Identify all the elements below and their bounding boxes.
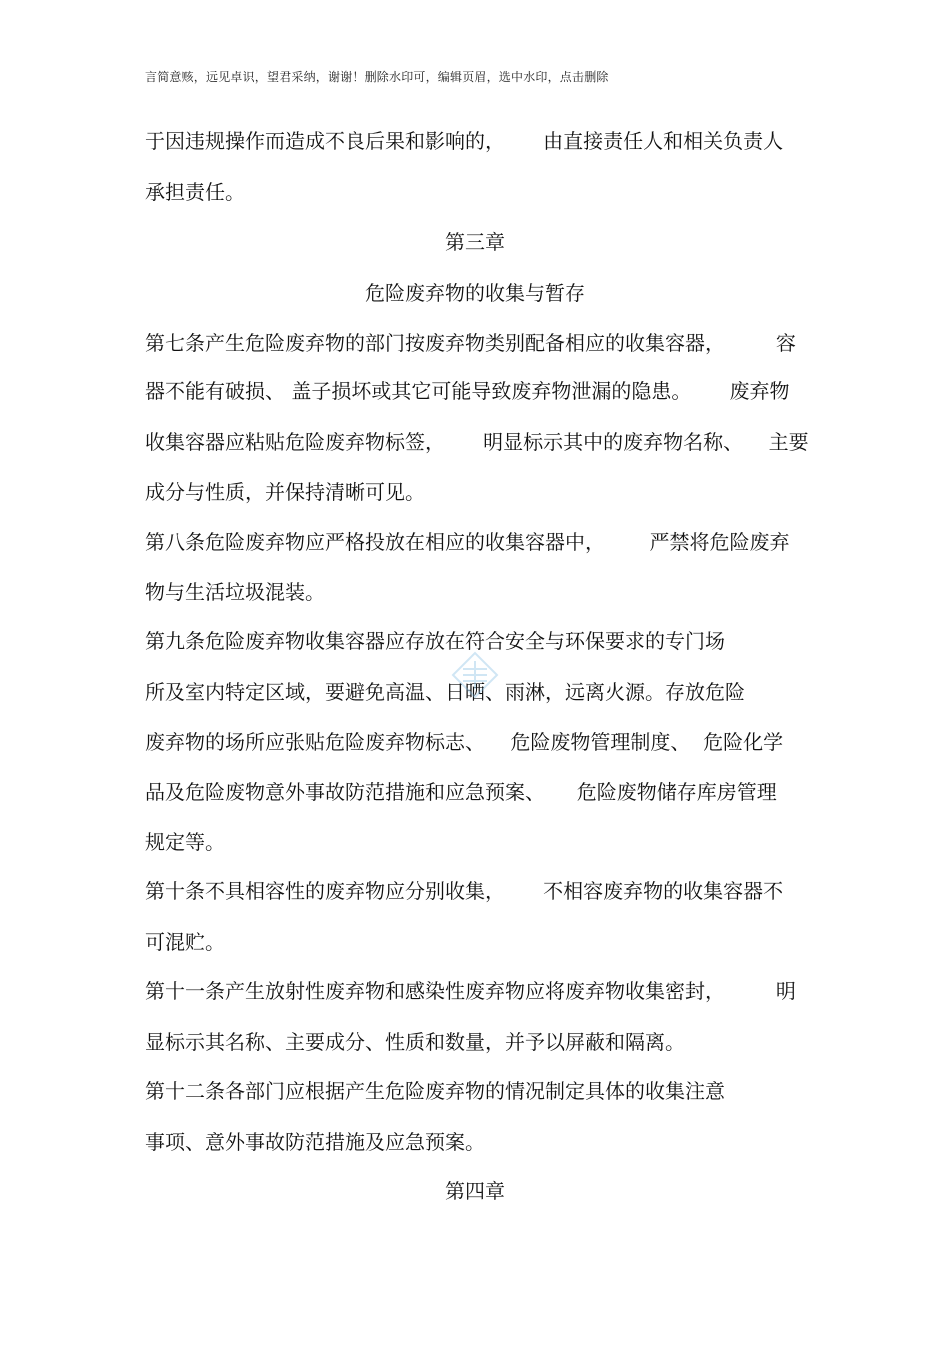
paragraph-line: 品及危险废物意外事故防范措施和应急预案、 危险废物储存库房管理 [145, 780, 777, 804]
paragraph-line: 成分与性质，并保持清晰可见。 [145, 480, 425, 504]
paragraph-line: 收集容器应粘贴危险废弃物标签， 明显标示其中的废弃物名称、 主要 [145, 430, 809, 454]
paragraph-line: 于因违规操作而造成不良后果和影响的， 由直接责任人和相关负责人 [145, 129, 784, 153]
paragraph-line: 物与生活垃圾混装。 [145, 580, 325, 604]
chapter-heading: 第三章 [445, 230, 505, 254]
paragraph-line: 可混贮。 [145, 930, 225, 954]
paragraph-line: 所及室内特定区域，要避免高温、日晒、雨淋，远离火源。存放危险 [145, 680, 745, 704]
paragraph-line: 规定等。 [145, 830, 225, 854]
paragraph-line: 事项、意外事故防范措施及应急预案。 [145, 1130, 485, 1154]
paragraph-line: 第八条危险废弃物应严格投放在相应的收集容器中， 严禁将危险废弃 [145, 530, 790, 554]
paragraph-line: 废弃物的场所应张贴危险废弃物标志、 危险废物管理制度、 危险化学 [145, 730, 784, 754]
chapter-title: 危险废弃物的收集与暂存 [365, 281, 585, 305]
chapter-heading: 第四章 [445, 1179, 505, 1203]
paragraph-line: 承担责任。 [145, 180, 245, 204]
watermark-logo-icon [445, 645, 505, 705]
paragraph-line: 显标示其名称、主要成分、性质和数量，并予以屏蔽和隔离。 [145, 1030, 685, 1054]
paragraph-line: 第十二条各部门应根据产生危险废弃物的情况制定具体的收集注意 [145, 1079, 725, 1103]
paragraph-line: 器不能有破损、 盖子损坏或其它可能导致废弃物泄漏的隐患。 废弃物 [145, 379, 790, 403]
header-watermark-note: 言简意赅，远见卓识，望君采纳，谢谢！删除水印可，编辑页眉，选中水印，点击删除 [145, 70, 609, 84]
paragraph-line: 第十条不具相容性的废弃物应分别收集， 不相容废弃物的收集容器不 [145, 879, 784, 903]
paragraph-line: 第十一条产生放射性废弃物和感染性废弃物应将废弃物收集密封， 明 [145, 979, 796, 1003]
paragraph-line: 第九条危险废弃物收集容器应存放在符合安全与环保要求的专门场 [145, 629, 725, 653]
paragraph-line: 第七条产生危险废弃物的部门按废弃物类别配备相应的收集容器， 容 [145, 331, 796, 355]
